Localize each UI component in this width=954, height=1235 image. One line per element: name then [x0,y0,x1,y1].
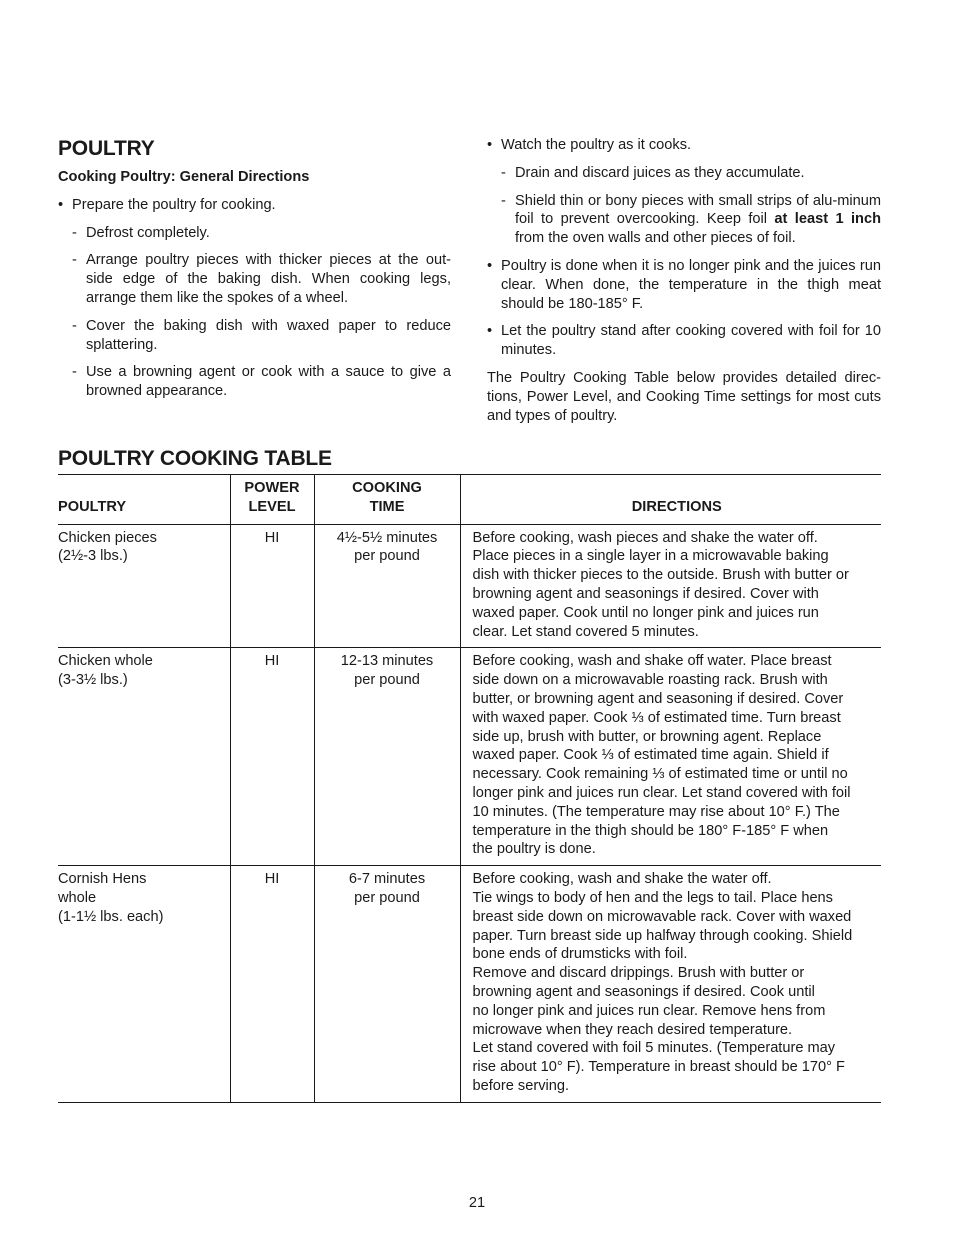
directions-line: 10 minutes. (The temperature may rise about 10° F.) The [472,803,840,820]
poultry-name: Chicken whole [58,653,153,670]
directions-line: side up, brush with butter, or browning agent. Replace [472,728,822,745]
cell-poultry [58,524,230,648]
directions-line: dish with thicker pieces to the outside. Brush with butter or [472,567,849,584]
header-time-line1: COOKING [352,480,422,496]
time-line: per pound [354,889,420,906]
shield-text-post: from the oven walls and other pieces of foil. [515,230,796,247]
time-line: per pound [354,672,420,689]
cell-poultry [58,866,230,1103]
directions-line: clear. Let stand covered 5 minutes. [472,623,699,640]
poultry-cooking-table [58,474,881,1103]
directions-line: browning agent and seasonings if desired. Cover with [472,585,819,602]
directions-line: butter, or browning agent and seasoning if desired. Cover [472,690,844,707]
poultry-name: whole [58,889,97,906]
directions-line: Let stand covered with foil 5 minutes. (Temperature may [472,1040,836,1057]
cell-time [314,648,460,866]
bullet-watch: • Watch the poultry as it cooks. [487,136,881,155]
poultry-weight: (3-3½ lbs.) [58,672,128,689]
directions-line: waxed paper. Cook until no longer pink and juices run [472,604,819,621]
poultry-weight: (1-1½ lbs. each) [58,908,164,925]
time-line: 6-7 minutes [348,871,426,888]
dash-item: - Arrange poultry pieces with thicker pieces at the out-side edge of the baking dish. When cooking legs, arrange them like the spokes of a wheel. [58,251,451,307]
cell-power: HI [230,866,314,1103]
directions-line: before serving. [472,1077,570,1094]
cell-poultry [58,648,230,866]
bullet-done: • Poultry is done when it is no longer pink and the juices run clear. When done, the temperature in the thigh meat should be 180-185° F. [487,257,881,313]
header-power-line1: POWER [244,480,300,496]
section-heading: POULTRY [58,137,155,160]
poultry-weight: (2½-3 lbs.) [58,548,128,565]
cell-directions [460,866,881,1103]
directions-line: temperature in the thigh should be 180° F-185° F when [472,822,829,839]
table-row [58,648,881,866]
directions-line: side down on a microwavable roasting rack. Brush with [472,672,828,689]
directions-line: Before cooking, wash and shake the water off. [472,871,772,888]
directions-line: rise about 10° F). Temperature in breast should be 170° F [472,1059,845,1076]
cell-power: HI [230,524,314,648]
header-directions: DIRECTIONS [460,475,881,525]
cell-directions [460,524,881,648]
directions-line: Before cooking, wash pieces and shake the water off. [472,529,818,546]
dash-item: - Cover the baking dish with waxed paper to reduce splattering. [58,317,451,355]
poultry-name: Chicken pieces [58,529,157,546]
directions-line: browning agent and seasonings if desired. Cook until [472,983,815,1000]
cell-directions [460,648,881,866]
directions-line: Remove and discard drippings. Brush with butter or [472,965,805,982]
header-time-line2: TIME [369,498,405,515]
cell-power: HI [230,648,314,866]
directions-line: microwave when they reach desired temperature. [472,1021,793,1038]
directions-line: necessary. Cook remaining ⅓ of estimated time or until no [472,766,848,783]
table-row [58,524,881,648]
poultry-name: Cornish Hens [58,871,147,888]
dash-item: - Defrost completely. [58,224,451,243]
page-number: 21 [468,1195,486,1211]
table-title: POULTRY COOKING TABLE [58,447,332,470]
right-column [487,136,881,425]
directions-line: Before cooking, wash and shake off water. Place breast [472,653,832,670]
dash-item: - Use a browning agent or cook with a sauce to give a browned appearance. [58,363,451,401]
cell-time [314,866,460,1103]
shield-text-pre: Shield thin or bony pieces with small strips of alu-minum foil to prevent overcooking. Keep foil [515,192,881,228]
directions-line: longer pink and juices run clear. Let stand covered with foil [472,784,851,801]
directions-line: paper. Turn breast side up halfway through cooking. Shield [472,927,853,944]
directions-line: bone ends of drumsticks with foil. [472,946,688,963]
time-line: 4½-5½ minutes [336,529,438,546]
header-poultry: POULTRY [58,475,230,525]
table-row [58,866,881,1103]
dash-shield [487,192,881,248]
directions-line: breast side down on microwavable rack. Cover with waxed [472,908,852,925]
table-header-row [58,475,881,525]
cell-time [314,524,460,648]
directions-line: Place pieces in a single layer in a microwavable baking [472,548,829,565]
bullet-stand: • Let the poultry stand after cooking covered with foil for 10 minutes. [487,322,881,360]
time-line: per pound [354,548,420,565]
header-power-level [230,475,314,525]
directions-line: with waxed paper. Cook ⅓ of estimated time. Turn breast [472,709,841,726]
header-power-line2: LEVEL [248,498,296,515]
directions-line: Tie wings to body of hen and the legs to tail. Place hens [472,889,833,906]
directions-line: the poultry is done. [472,841,596,858]
shield-text-bold: at least 1 inch [774,211,881,228]
directions-line: waxed paper. Cook ⅓ of estimated time again. Shield if [472,747,829,764]
subheading: Cooking Poultry: General Directions [58,169,310,185]
bullet-prepare: • Prepare the poultry for cooking. [58,196,451,215]
time-line: 12-13 minutes [340,653,434,670]
left-column [58,136,451,410]
table-intro-paragraph: The Poultry Cooking Table below provides detailed direc-tions, Power Level, and Cooking Time settings for most cuts and types of poultry. [487,369,881,424]
dash-drain: - Drain and discard juices as they accumulate. [487,164,881,183]
directions-line: no longer pink and juices run clear. Remove hens from [472,1002,826,1019]
header-cooking-time [314,475,460,525]
